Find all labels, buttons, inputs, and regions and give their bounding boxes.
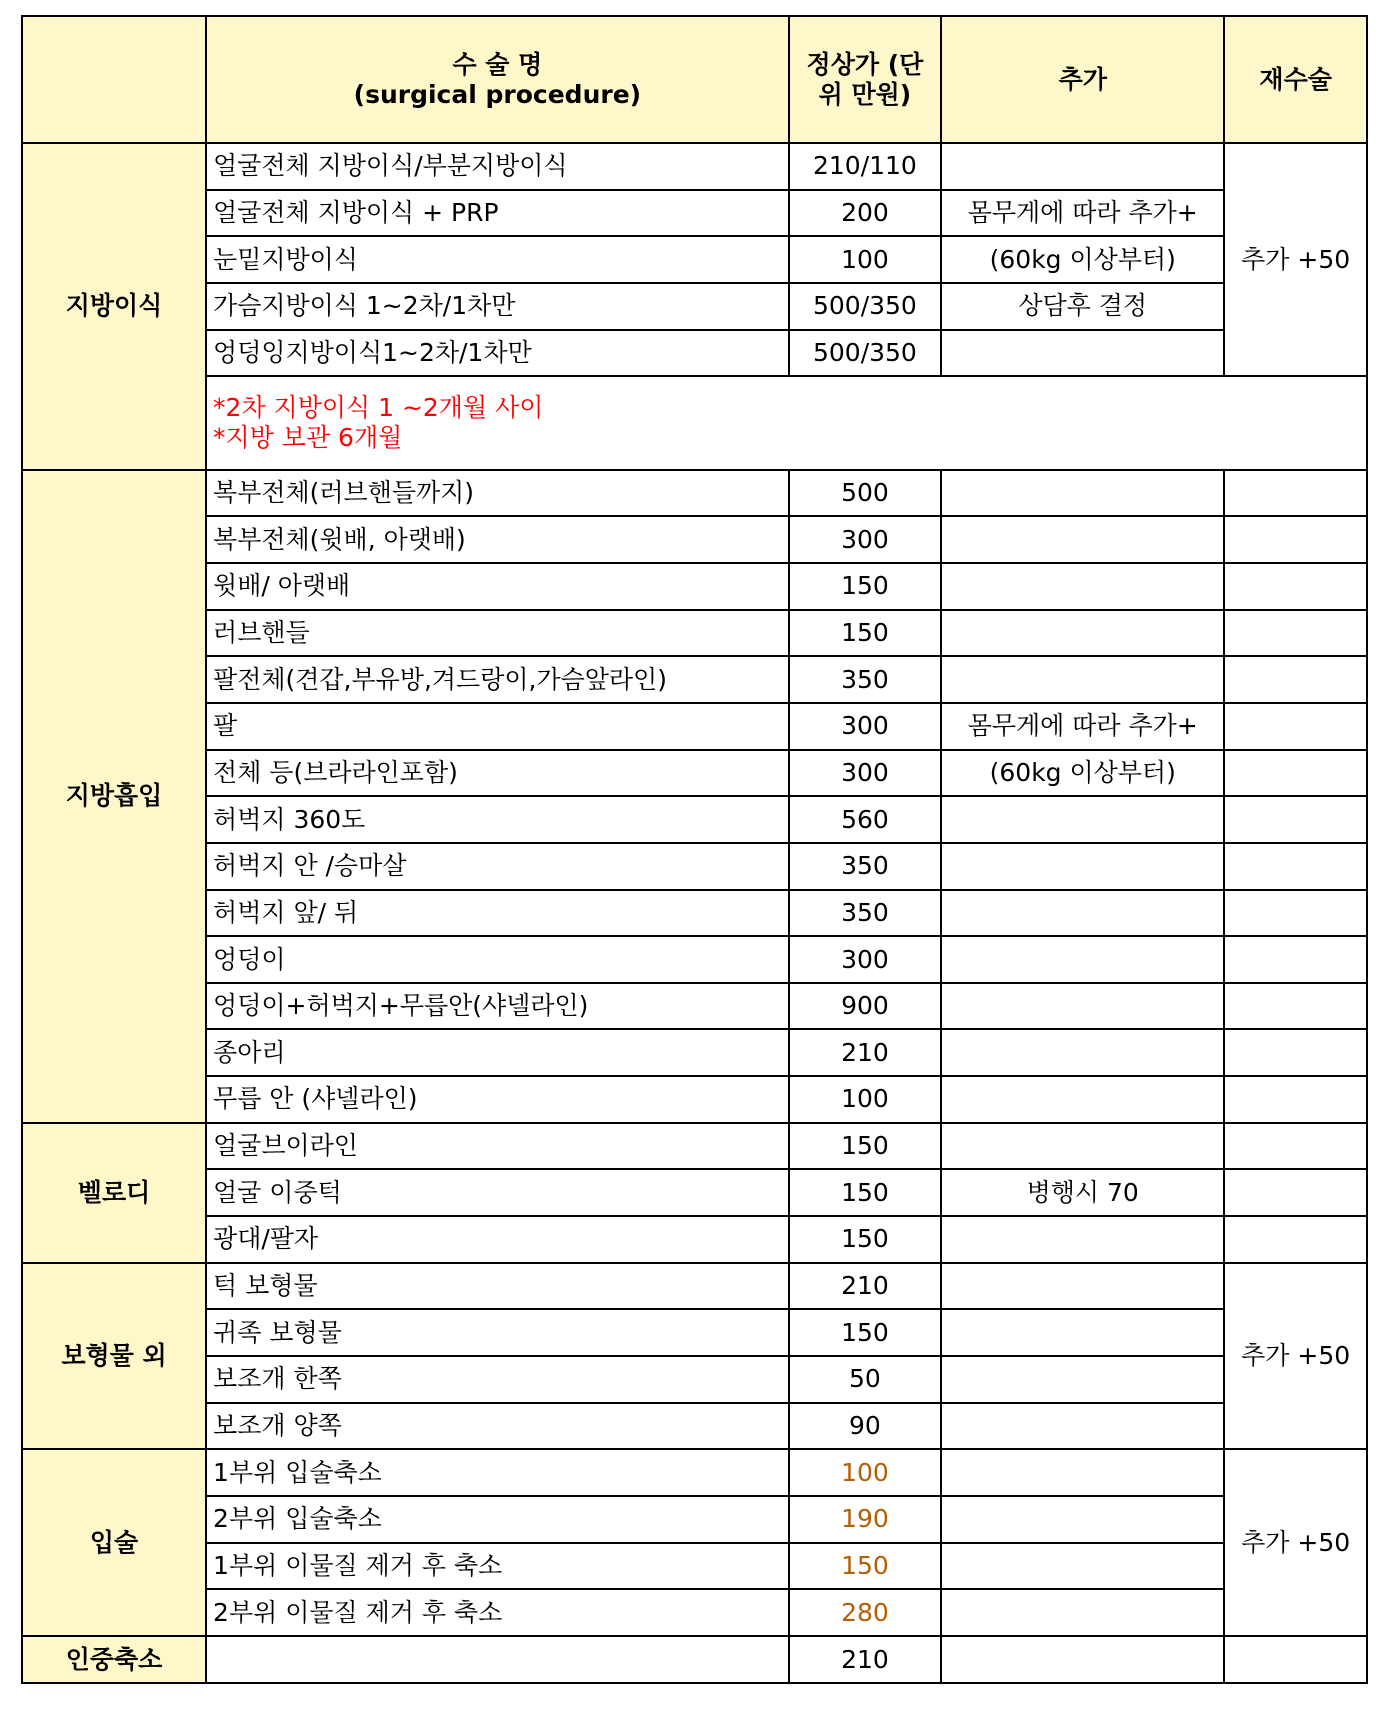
procedure-price: 350 — [789, 890, 941, 937]
procedure-price: 280 — [789, 1589, 941, 1636]
procedure-redo — [1224, 983, 1367, 1030]
procedure-name: 엉덩잉지방이식1~2차/1차만 — [206, 330, 789, 377]
procedure-price: 150 — [789, 1309, 941, 1356]
procedure-extra — [941, 1543, 1224, 1590]
procedure-name: 1부위 입술축소 — [206, 1449, 789, 1496]
procedure-name: 1부위 이물질 제거 후 축소 — [206, 1543, 789, 1590]
procedure-extra: 몸무게에 따라 추가+ — [941, 190, 1224, 237]
procedure-name: 가슴지방이식 1~2차/1차만 — [206, 283, 789, 330]
procedure-extra — [941, 796, 1224, 843]
category-liposuction: 지방흡입 — [22, 470, 206, 1123]
category-philtrum: 인중축소 — [22, 1636, 206, 1683]
procedure-extra — [941, 470, 1224, 517]
procedure-redo — [1224, 936, 1367, 983]
procedure-redo — [1224, 610, 1367, 657]
procedure-name: 얼굴전체 지방이식/부분지방이식 — [206, 143, 789, 190]
table-row — [22, 1449, 1367, 1496]
table-row — [22, 890, 1367, 937]
procedure-name: 2부위 이물질 제거 후 축소 — [206, 1589, 789, 1636]
procedure-price: 560 — [789, 796, 941, 843]
procedure-price: 200 — [789, 190, 941, 237]
procedure-name: 2부위 입술축소 — [206, 1496, 789, 1543]
procedure-redo — [1224, 470, 1367, 517]
procedure-name: 턱 보형물 — [206, 1263, 789, 1310]
procedure-redo — [1224, 656, 1367, 703]
procedure-redo — [1224, 843, 1367, 890]
procedure-price: 150 — [789, 563, 941, 610]
procedure-price: 150 — [789, 610, 941, 657]
procedure-extra — [941, 983, 1224, 1030]
procedure-extra — [941, 563, 1224, 610]
procedure-extra — [941, 1123, 1224, 1170]
procedure-redo — [1224, 796, 1367, 843]
table-row — [22, 1123, 1367, 1170]
header-procedure-en: (surgical procedure) — [353, 79, 642, 109]
procedure-price: 350 — [789, 843, 941, 890]
procedure-extra — [941, 1309, 1224, 1356]
procedure-name: 윗배/ 아랫배 — [206, 563, 789, 610]
table-row — [22, 1216, 1367, 1263]
procedure-redo — [1224, 890, 1367, 937]
procedure-extra: (60kg 이상부터) — [941, 750, 1224, 797]
procedure-name: 전체 등(브라라인포함) — [206, 750, 789, 797]
procedure-name: 얼굴전체 지방이식 + PRP — [206, 190, 789, 237]
procedure-price: 300 — [789, 750, 941, 797]
category-fat-graft: 지방이식 — [22, 143, 206, 470]
procedure-price: 150 — [789, 1123, 941, 1170]
procedure-name: 복부전체(윗배, 아랫배) — [206, 516, 789, 563]
procedure-price: 90 — [789, 1403, 941, 1450]
procedure-price: 300 — [789, 703, 941, 750]
procedure-name: 팔전체(견갑,부유방,겨드랑이,가슴앞라인) — [206, 656, 789, 703]
note-line: *2차 지방이식 1 ~2개월 사이 — [213, 392, 544, 422]
table-row — [22, 983, 1367, 1030]
header-row — [22, 16, 1367, 143]
procedure-name: 보조개 한쪽 — [206, 1356, 789, 1403]
table-row — [22, 1029, 1367, 1076]
procedure-extra: 몸무게에 따라 추가+ — [941, 703, 1224, 750]
table-row — [22, 190, 1367, 237]
procedure-extra — [941, 1263, 1224, 1310]
procedure-name: 엉덩이 — [206, 936, 789, 983]
table-row — [22, 236, 1367, 283]
procedure-price: 150 — [789, 1216, 941, 1263]
procedure-name: 귀족 보형물 — [206, 1309, 789, 1356]
procedure-price: 900 — [789, 983, 941, 1030]
procedure-extra: 상담후 결정 — [941, 283, 1224, 330]
redo-implant: 추가 +50 — [1224, 1263, 1367, 1450]
procedure-price: 150 — [789, 1169, 941, 1216]
procedure-price: 100 — [789, 1449, 941, 1496]
procedure-price: 300 — [789, 516, 941, 563]
procedure-name: 종아리 — [206, 1029, 789, 1076]
redo-lips: 추가 +50 — [1224, 1449, 1367, 1636]
procedure-price: 210/110 — [789, 143, 941, 190]
procedure-name: 허벅지 앞/ 뒤 — [206, 890, 789, 937]
table-row — [22, 1496, 1367, 1543]
table-row — [22, 1636, 1367, 1683]
header-category-cell — [22, 16, 206, 143]
procedure-redo — [1224, 1076, 1367, 1123]
table-row — [22, 656, 1367, 703]
table-row — [22, 750, 1367, 797]
header-procedure-ko: 수 술 명 — [452, 49, 543, 79]
procedure-redo — [1224, 1123, 1367, 1170]
procedure-price: 500 — [789, 470, 941, 517]
procedure-redo — [1224, 1169, 1367, 1216]
procedure-price: 350 — [789, 656, 941, 703]
table-row — [22, 1076, 1367, 1123]
procedure-name: 허벅지 안 /승마살 — [206, 843, 789, 890]
procedure-extra — [941, 1403, 1224, 1450]
procedure-redo — [1224, 1636, 1367, 1683]
procedure-name: 복부전체(러브핸들까지) — [206, 470, 789, 517]
table-row — [22, 1403, 1367, 1450]
procedure-extra — [941, 1029, 1224, 1076]
table-row — [22, 610, 1367, 657]
procedure-extra — [941, 936, 1224, 983]
category-implant: 보형물 외 — [22, 1263, 206, 1450]
procedure-name: 눈밑지방이식 — [206, 236, 789, 283]
category-lips: 입술 — [22, 1449, 206, 1636]
procedure-extra — [941, 610, 1224, 657]
table-row — [22, 1356, 1367, 1403]
table-row — [22, 143, 1367, 190]
header-extra: 추가 — [941, 16, 1224, 143]
table-row — [22, 1543, 1367, 1590]
procedure-extra — [941, 890, 1224, 937]
table-row — [22, 283, 1367, 330]
table-row — [22, 936, 1367, 983]
table-row — [22, 563, 1367, 610]
procedure-extra — [941, 1216, 1224, 1263]
table-row — [22, 330, 1367, 377]
redo-fat-graft: 추가 +50 — [1224, 143, 1367, 376]
table-row — [22, 703, 1367, 750]
procedure-price: 300 — [789, 936, 941, 983]
price-table — [21, 15, 1368, 1684]
procedure-extra — [941, 516, 1224, 563]
procedure-redo — [1224, 750, 1367, 797]
procedure-price: 100 — [789, 1076, 941, 1123]
procedure-price: 150 — [789, 1543, 941, 1590]
procedure-extra — [941, 1076, 1224, 1123]
procedure-extra — [941, 1496, 1224, 1543]
procedure-redo — [1224, 703, 1367, 750]
procedure-name: 무릅 안 (샤넬라인) — [206, 1076, 789, 1123]
table-row — [22, 843, 1367, 890]
note-line: *지방 보관 6개월 — [213, 422, 403, 452]
table-row — [22, 1169, 1367, 1216]
procedure-extra — [941, 843, 1224, 890]
procedure-price: 500/350 — [789, 330, 941, 377]
procedure-price: 210 — [789, 1636, 941, 1683]
procedure-price: 100 — [789, 236, 941, 283]
fat-graft-notes — [206, 376, 1367, 469]
procedure-name: 보조개 양쪽 — [206, 1403, 789, 1450]
procedure-name: 광대/팔자 — [206, 1216, 789, 1263]
header-procedure — [206, 16, 789, 143]
table-row — [22, 796, 1367, 843]
procedure-name: 러브핸들 — [206, 610, 789, 657]
procedure-extra — [941, 1356, 1224, 1403]
procedure-price: 210 — [789, 1029, 941, 1076]
procedure-price: 210 — [789, 1263, 941, 1310]
procedure-redo — [1224, 1216, 1367, 1263]
procedure-price: 50 — [789, 1356, 941, 1403]
procedure-name: 허벅지 360도 — [206, 796, 789, 843]
table-row — [22, 1309, 1367, 1356]
procedure-name: 얼굴 이중턱 — [206, 1169, 789, 1216]
category-velody: 벨로디 — [22, 1123, 206, 1263]
procedure-extra: 병행시 70 — [941, 1169, 1224, 1216]
procedure-name: 엉덩이+허벅지+무릅안(샤넬라인) — [206, 983, 789, 1030]
table-row — [22, 1589, 1367, 1636]
procedure-redo — [1224, 516, 1367, 563]
procedure-name: 팔 — [206, 703, 789, 750]
procedure-extra — [941, 143, 1224, 190]
table-row — [22, 470, 1367, 517]
procedure-redo — [1224, 1029, 1367, 1076]
procedure-extra — [941, 1449, 1224, 1496]
procedure-price: 190 — [789, 1496, 941, 1543]
procedure-extra — [941, 1589, 1224, 1636]
procedure-name: 얼굴브이라인 — [206, 1123, 789, 1170]
procedure-extra: (60kg 이상부터) — [941, 236, 1224, 283]
note-row — [22, 376, 1367, 469]
table-row — [22, 1263, 1367, 1310]
procedure-extra — [941, 330, 1224, 377]
table-row — [22, 516, 1367, 563]
header-redo: 재수술 — [1224, 16, 1367, 143]
procedure-redo — [1224, 563, 1367, 610]
procedure-extra — [941, 1636, 1224, 1683]
procedure-extra — [941, 656, 1224, 703]
procedure-price: 500/350 — [789, 283, 941, 330]
header-price: 정상가 (단위 만원) — [789, 16, 941, 143]
procedure-name — [206, 1636, 789, 1683]
